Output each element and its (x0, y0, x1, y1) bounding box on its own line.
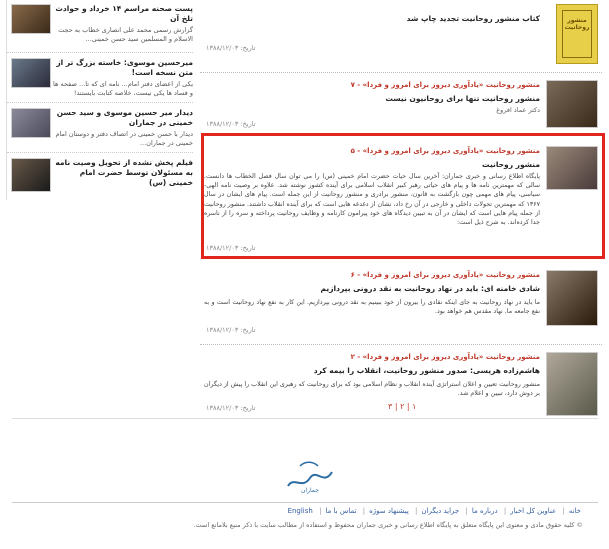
footer-link-home[interactable]: خانه (568, 507, 581, 515)
footer-link-all-news[interactable]: عناوین کل اخبار (510, 507, 557, 515)
entry-author: دکتر عماد افروغ (496, 106, 540, 114)
footer-link-suggest[interactable]: پیشنهاد سوژه (369, 507, 409, 515)
sidebar-thumbnail[interactable] (11, 158, 51, 192)
entry-headline[interactable]: منشور روحانیت «یادآوری دیروز برای امروز و فردا» - ۵ (350, 147, 540, 155)
book-title: منشور روحانیت (564, 17, 590, 31)
sidebar-thumbnail[interactable] (11, 4, 51, 34)
entry-headline[interactable]: منشور روحانیت «یادآوری دیروز برای امروز و فردا» - ۶ (350, 271, 540, 279)
highlight-box (201, 133, 605, 259)
divider (7, 52, 193, 53)
sidebar (6, 0, 192, 200)
news-entry (200, 266, 602, 338)
entry-date: تاریخ: ۱۳۸۸/۱۲/۰۳ (206, 244, 256, 252)
sidebar-item-desc: گزارش رسمی محمد علی انصاری خطاب به حجت الاسلام و المسلمین سید حسن خمینی... (58, 26, 193, 43)
news-entry (200, 0, 602, 70)
sidebar-item[interactable] (7, 156, 193, 196)
entry-date: تاریخ: ۱۳۸۸/۱۲/۰۳ (206, 120, 256, 128)
sidebar-item-desc: یکی از اعضای دفتر امام... نامه ای که تا... صفحه ها و فساد ها یکی نیست، خلاصه کتابت بایستند! (53, 80, 193, 97)
copyright-text: © کلیه حقوق مادی و معنوی این پایگاه متعلق به پایگاه اطلاع رسانی و خبری جماران محفوظ و استفاده از مطالب سایت با ذکر منبع بلامانع است. (193, 521, 583, 529)
book-cover-image[interactable] (556, 4, 598, 64)
pagination[interactable]: ۳ | ۲ | ۱ (388, 402, 417, 411)
sidebar-thumbnail[interactable] (11, 108, 51, 138)
entry-date: تاریخ: ۱۳۸۸/۱۲/۰۳ (206, 404, 256, 412)
entry-body: ما باید در نهاد روحانیت به جای اینکه نقادی را بیرون از خود ببینیم به نقد درونی بپردازیم. این کار به نفع نهاد روحانیت است و به نفع جامعه ما. نهاد مقدس هم خواهد بود. (204, 299, 540, 316)
divider (7, 152, 193, 153)
footer-links: خانه| عناوین کل اخبار| درباره ما| جراید دیگران| پیشنهاد سوژه| تماس با ما| English (287, 507, 581, 515)
entry-title[interactable]: کتاب منشور روحانیت تجدید چاپ شد (406, 14, 540, 23)
entry-body: پایگاه اطلاع رسانی و خبری جماران: آخرین سال حیات حضرت امام خمینی (س) را می توان سال فصل الخطاب ها دانست. سالی که مهمترین نامه ها و پیام های حیاتی رهبر کبیر انقلاب اسلامی برای آینده کشور نوشته شد. علاوه بر وصیت نامه الهی-سیاسی، پیام های مهمی چون بازگشت به قانون، منشور برادری و منشور روحانیت از این جمله است. پیام های ایشان در سال ۱۳۶۷ که مهمترین تحولات داخلی و خارجی در آن رخ داد، نشان از دغدغه هایی است که برای آینده انقلاب داشتند. منشور روحانیت از جمله پیام هایی است که ایشان در آن به تبیین دیدگاه های خود پیرامون کارنامه و وظایف روحانیت پرداخته و سره را از ناسره جدا کرده‌اند. به شرح ذیل است: (204, 173, 540, 227)
entry-headline[interactable]: منشور روحانیت «یادآوری دیروز برای امروز و فردا» - ۷ (350, 81, 540, 89)
sidebar-item[interactable] (7, 56, 193, 100)
sidebar-item-title[interactable]: فیلم پخش نشده از تحویل وصیت نامه به مسئولان توسط حضرت امام خمینی (س) (55, 158, 193, 187)
entry-title[interactable]: منشور روحانیت تنها برای روحانیون نیست (385, 94, 540, 103)
divider (12, 502, 598, 503)
footer-link-others[interactable]: جراید دیگران (421, 507, 460, 515)
jamaran-logo[interactable] (280, 456, 340, 494)
divider (7, 102, 193, 103)
entry-image[interactable] (546, 80, 598, 128)
footer-link-about[interactable]: درباره ما (471, 507, 498, 515)
entry-date: تاریخ: ۱۳۸۸/۱۲/۰۳ (206, 326, 256, 334)
entry-title[interactable]: هاشم‌زاده هریسی: صدور منشور روحانیت، انقلاب را بیمه کرد (313, 366, 540, 375)
entry-date: تاریخ: ۱۳۸۸/۱۲/۰۳ (206, 44, 256, 52)
entry-headline[interactable]: منشور روحانیت «یادآوری دیروز برای امروز و فردا» - ۲ (350, 353, 540, 361)
sidebar-item-title[interactable]: میرحسین موسوی: خاسته بزرگ تر از متن نسخه است! (56, 58, 193, 77)
entry-image[interactable] (546, 352, 598, 416)
logo-text: جماران (301, 487, 319, 494)
entry-image[interactable] (546, 270, 598, 326)
sidebar-item-desc: دیدار با حسن خمینی در اتصاف دفتر و دوستان امام خمینی در جماران... (55, 130, 193, 147)
footer-link-english[interactable]: English (287, 507, 313, 515)
sidebar-item-title[interactable]: دیدار میر حسین موسوی و سید حسن خمینی در جماران (56, 108, 193, 127)
entry-body: منشور روحانیت تعیین و اعلان استراتژی آینده انقلاب و نظام اسلامی بود که برای روحانیت که رهبری این انقلاب را پیش از دیگران بر دوش دارد، تبیین و اعلام شد. (204, 381, 540, 398)
news-entry (200, 76, 602, 130)
sidebar-item[interactable] (7, 2, 193, 50)
divider (200, 344, 602, 345)
sidebar-item[interactable] (7, 106, 193, 150)
entry-title[interactable]: شادی خامنه ای: باید در نهاد روحانیت به نقد درونی بپردازیم (320, 284, 540, 293)
divider (12, 418, 598, 419)
entry-title[interactable]: منشور روحانیت (482, 160, 540, 169)
footer-link-contact[interactable]: تماس با ما (325, 507, 357, 515)
sidebar-item-title[interactable]: پست صحنه مراسم ۱۴ خرداد و حوادث تلخ آن (55, 4, 193, 23)
sidebar-thumbnail[interactable] (11, 58, 51, 88)
divider (200, 72, 602, 73)
